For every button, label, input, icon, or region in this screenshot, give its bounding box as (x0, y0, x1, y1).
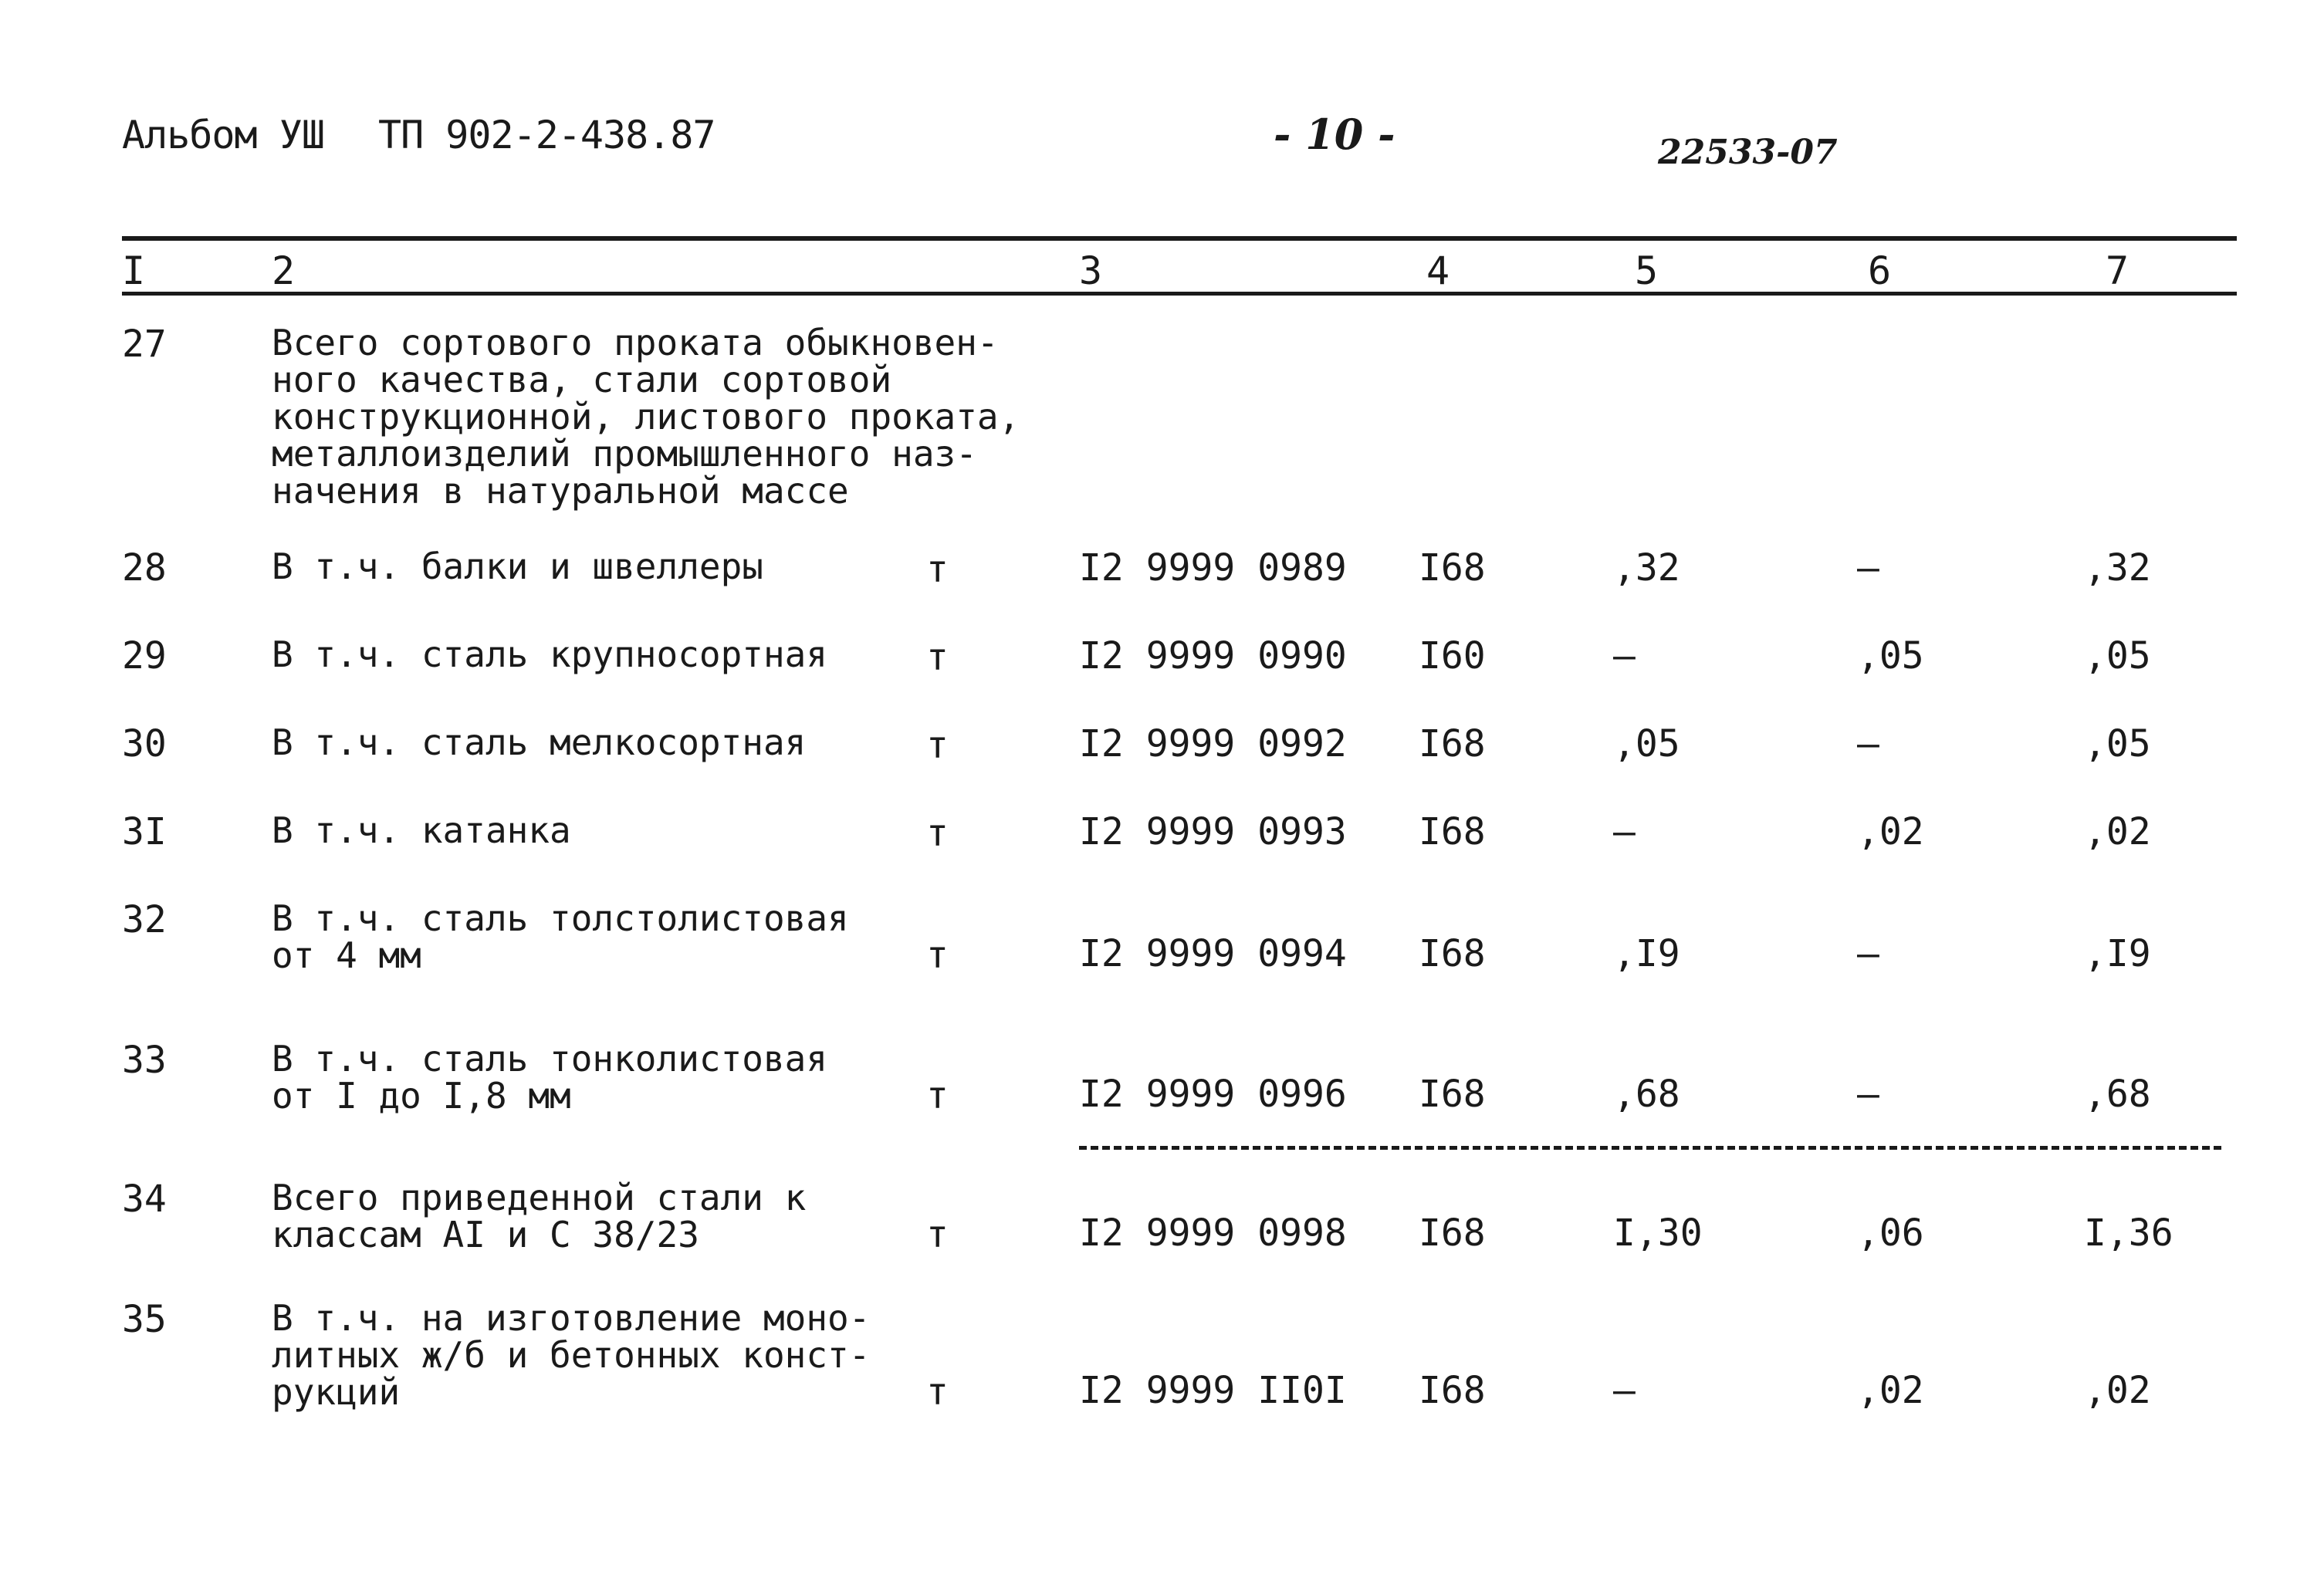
row-col7: ,68 (2084, 1073, 2151, 1116)
row-name: В т.ч. катанка (272, 809, 571, 851)
row-col4: I68 (1419, 1369, 1486, 1412)
row-code: I2 9999 0989 (1079, 546, 1347, 590)
row-col7: ,05 (2084, 634, 2151, 678)
row-number: 33 (122, 1039, 167, 1082)
column-number-6: 6 (1868, 248, 1892, 293)
row-code: I2 9999 II0I (1079, 1369, 1347, 1412)
row-number: 35 (122, 1298, 167, 1341)
row-col5: – (1613, 1369, 1636, 1412)
row-col6: ,06 (1857, 1211, 1924, 1255)
row-col6: ,05 (1857, 634, 1924, 678)
row-name: В т.ч. сталь тонколистовая от I до I,8 мм (272, 1038, 828, 1117)
row-number: 32 (122, 898, 167, 941)
table-top-rule (122, 236, 2237, 241)
handwritten-code: 22533-07 (1658, 133, 1838, 172)
row-unit: т (926, 724, 949, 767)
row-col6: – (1857, 1073, 1879, 1116)
row-name: Всего сортового проката обыкновен- ного качества, стали сортовой конструкционной, листового проката, металлоизделий промышленного наз- начения в натуральной массе (272, 322, 1020, 512)
row-code: I2 9999 0998 (1079, 1211, 1347, 1255)
row-number: 30 (122, 722, 167, 765)
row-col7: ,I9 (2084, 932, 2151, 975)
row-unit: т (926, 548, 949, 591)
page-number: - 10 - (1274, 110, 1395, 159)
row-col6: ,02 (1857, 1369, 1924, 1412)
column-number-4: 4 (1426, 248, 1450, 293)
row-code: I2 9999 0996 (1079, 1073, 1347, 1116)
row-col5: ,68 (1613, 1073, 1680, 1116)
row-code: I2 9999 0994 (1079, 932, 1347, 975)
row-col4: I68 (1419, 1211, 1486, 1255)
row-col5: ,05 (1613, 722, 1680, 765)
row-col5: – (1613, 634, 1636, 678)
document-number: ТП 902-2-438.87 (378, 113, 715, 157)
row-col6: – (1857, 546, 1879, 590)
column-number-3: 3 (1079, 248, 1103, 293)
row-col4: I68 (1419, 932, 1486, 975)
row-unit: т (926, 1074, 949, 1117)
row-col7: ,05 (2084, 722, 2151, 765)
row-unit: т (926, 1213, 949, 1256)
row-col6: ,02 (1857, 810, 1924, 853)
row-number: 34 (122, 1178, 167, 1221)
row-code: I2 9999 0993 (1079, 810, 1347, 853)
row-col6: – (1857, 722, 1879, 765)
row-code: I2 9999 0990 (1079, 634, 1347, 678)
row-col4: I68 (1419, 810, 1486, 853)
album-label: Альбом УШ (122, 113, 324, 157)
column-number-1: I (122, 248, 146, 293)
row-number: 29 (122, 634, 167, 678)
row-number: 27 (122, 323, 167, 366)
row-number: 28 (122, 546, 167, 590)
row-name: В т.ч. балки и швеллеры (272, 546, 763, 587)
row-col7: ,02 (2084, 810, 2151, 853)
row-col7: ,32 (2084, 546, 2151, 590)
row-name: В т.ч. на изготовление моно- литных ж/б и бетонных конст- рукций (272, 1297, 871, 1413)
row-col4: I60 (1419, 634, 1486, 678)
column-number-2: 2 (272, 248, 296, 293)
row-unit: т (926, 812, 949, 855)
row-col4: I68 (1419, 546, 1486, 590)
row-unit: т (926, 1370, 949, 1414)
column-number-7: 7 (2106, 248, 2129, 293)
column-number-5: 5 (1635, 248, 1659, 293)
row-name: В т.ч. сталь крупносортная (272, 634, 828, 675)
row-unit: т (926, 934, 949, 977)
row-name: В т.ч. сталь мелкосортная (272, 721, 807, 763)
row-unit: т (926, 636, 949, 679)
dashed-separator (1079, 1146, 2221, 1150)
row-number: 3I (122, 810, 167, 853)
row-col7: ,02 (2084, 1369, 2151, 1412)
row-col5: ,I9 (1613, 932, 1680, 975)
row-col4: I68 (1419, 1073, 1486, 1116)
row-col5: ,32 (1613, 546, 1680, 590)
row-col6: – (1857, 932, 1879, 975)
row-col5: I,30 (1613, 1211, 1703, 1255)
row-col4: I68 (1419, 722, 1486, 765)
row-name: Всего приведенной стали к классам АI и С 38/23 (272, 1177, 807, 1255)
row-col5: – (1613, 810, 1636, 853)
row-col7: I,36 (2084, 1211, 2173, 1255)
row-code: I2 9999 0992 (1079, 722, 1347, 765)
row-name: В т.ч. сталь толстолистовая от 4 мм (272, 897, 849, 976)
table-header-rule (122, 292, 2237, 296)
